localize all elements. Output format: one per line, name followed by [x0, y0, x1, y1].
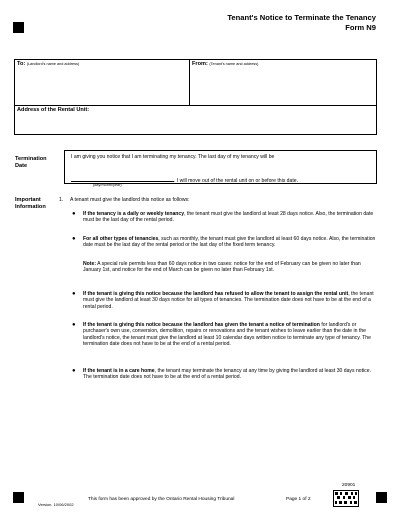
- to-field[interactable]: [17, 61, 185, 104]
- bullet-1-lead: If the tenancy is a daily or weekly tenancy: [83, 211, 185, 217]
- bullet-3-text: , the tenant must give the landlord at least 30 days notice for all types of tenancies. The termination date does not have to be at the end of a rental period.: [83, 291, 374, 310]
- registration-mark-top-left: [13, 22, 24, 33]
- bullet-3-lead: If the tenant is giving this notice because the landlord has refused to allow the tenant to assign the rental unit: [83, 291, 349, 297]
- termination-label-line1: Termination: [15, 156, 47, 162]
- barcode-pattern-icon: [334, 491, 358, 506]
- bullet-5-text: , the tenant may terminate the tenancy at any time by giving the landlord at least 30 days notice. The termination date does not have to be at the end of a rental period.: [83, 368, 371, 381]
- info-label-line2: Information: [15, 204, 46, 210]
- address-label-text: Address of the Rental Unit:: [17, 107, 90, 113]
- form-version: Version. 10/06/2002: [38, 502, 74, 507]
- bullet-icon: ●: [72, 236, 76, 242]
- info-intro: A tenant must give the landlord this notice as follows:: [70, 197, 190, 203]
- to-hint: (Landlord's name and address): [26, 62, 80, 66]
- note-text: A special rule permits less than 60 days notice in two cases: notice for the end of February can be given no later than January 1st, and notice for the end of March can be given no later than February 1st.: [83, 261, 361, 274]
- form-number: Form N9: [345, 23, 376, 32]
- bullet-icon: ●: [72, 291, 76, 297]
- form-code: 20901: [342, 483, 356, 488]
- termination-line1: I am giving you notice that I am terminating my tenancy. The last day of my tenancy will be: [71, 154, 275, 160]
- info-bullet-5: [83, 368, 380, 381]
- from-hint: (Tenant's name and address): [209, 62, 259, 66]
- termination-side-label: [15, 156, 47, 170]
- info-bullet-2-note: [83, 261, 380, 274]
- info-label-line1: Important: [15, 197, 41, 203]
- to-from-divider: [189, 60, 190, 105]
- note-label: Note:: [83, 261, 97, 267]
- info-bullet-2: [83, 236, 380, 249]
- item-number: 1.: [59, 197, 64, 203]
- info-bullet-3: [83, 291, 380, 310]
- to-from-box: [14, 59, 377, 106]
- info-bullet-4: [83, 322, 380, 347]
- form-title: Tenant's Notice to Terminate the Tenancy: [227, 13, 376, 22]
- bullet-5-lead: If the tenant is in a care home: [83, 368, 155, 374]
- address-label: [17, 107, 89, 114]
- registration-mark-bottom-right: [376, 492, 387, 503]
- info-side-label: [15, 197, 46, 211]
- bullet-4-lead: If the tenant is giving this notice because the landlord has given the tenant a notice of termination: [83, 322, 320, 328]
- termination-date-field[interactable]: [71, 176, 174, 182]
- bullet-2-text: , such as monthly, the tenant must give the landlord at least 60 days notice. Also, the termination date must be the last day of the rental period or the last day of the fixed term tenancy.: [83, 236, 376, 249]
- from-label: From:: [192, 61, 208, 67]
- termination-label-line2: Date: [15, 163, 28, 169]
- bullet-icon: ●: [72, 211, 76, 217]
- page-number: Page 1 of 2: [286, 497, 311, 502]
- rental-unit-address-field[interactable]: [14, 105, 377, 135]
- termination-line2-text: . I will move out of the rental unit on or before this date.: [174, 178, 299, 184]
- to-label: To:: [17, 61, 26, 67]
- tribunal-approval: This form has been approved by the Ontario Rental Housing Tribunal: [88, 497, 235, 502]
- bullet-1-text: , the tenant must give the landlord at least 28 days notice. Also, the termination date must be the last day of the rental period.: [83, 211, 374, 224]
- bullet-2-lead: For all other types of tenancies: [83, 236, 159, 242]
- date-hint: (day/month/year): [93, 183, 122, 187]
- form-barcode: [333, 490, 359, 507]
- info-bullet-1: [83, 211, 380, 224]
- registration-mark-bottom-left: [13, 492, 24, 503]
- bullet-4-text: for landlord's or purchaser's own use, conversion, demolition, repairs or renovations and the tenant wishes to leave earlier than the date in the landlord's notice, the tenant must give the landlord at least 10 calendar days written notice to terminate any type of tenancy. The termination date does not have to be at the end of a rental period.: [83, 322, 371, 347]
- form-header: [227, 13, 376, 33]
- from-field[interactable]: [192, 61, 374, 104]
- bullet-icon: ●: [72, 368, 76, 374]
- bullet-icon: ●: [72, 322, 76, 328]
